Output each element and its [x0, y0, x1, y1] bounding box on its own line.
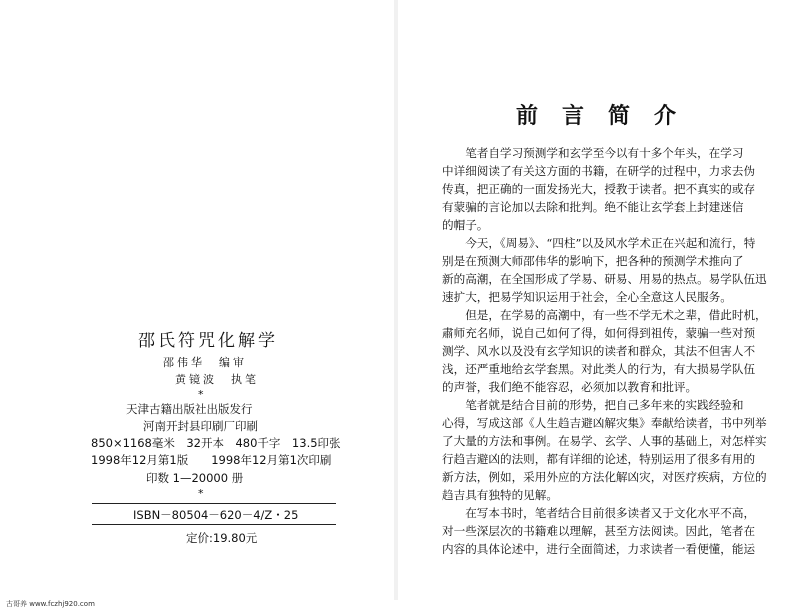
- divider-line: [92, 503, 336, 504]
- edition-line: 1998年12月第1版 1998年12月第1次印刷: [91, 453, 332, 467]
- text-line: 的声誉，我们绝不能容忍，必须加以教育和批评。: [442, 380, 698, 394]
- text-line: 有蒙骗的言论加以去除和批判。绝不能让玄学套上封建迷信: [442, 200, 744, 214]
- watermark-footer: 古哥养 www.fczhj920.com: [6, 600, 95, 608]
- isbn-line: ISBN－80504－620－4/Z・25: [133, 508, 299, 522]
- preface-body: [442, 144, 786, 558]
- preface-page: [398, 0, 793, 600]
- separator-asterisk: *: [198, 388, 204, 401]
- divider-line: [92, 524, 336, 525]
- text-line: 肅师充名师，说自己如何了得，如何得到祖传，蒙骗一些对预: [442, 326, 756, 340]
- text-line: 今天，《周易》、“四柱”以及风水学术正在兴起和流行，特: [442, 236, 756, 250]
- text-line: 浅，还严重地给玄学套黑。对此类人的行为，有大损易学队伍: [442, 362, 756, 376]
- text-line: 测学、风水以及没有玄学知识的读者和群众，其法不但害人不: [442, 344, 756, 358]
- text-line: 在写本书时，笔者结合目前很多读者又于文化水平不高，: [442, 506, 756, 520]
- text-line: 速扩大，把易学知识运用于社会，全心全意这人民服务。: [442, 290, 732, 304]
- price-line: 定价:19.80元: [186, 531, 258, 545]
- text-line: 了大量的方法和事例。在易学、玄学、人事的基础上，对怎样实: [442, 434, 767, 448]
- format-line: 850×1168毫米 32开本 480千字 13.5印张: [91, 436, 341, 450]
- text-line: 内容的具体论述中，进行全面简述，力求读者一看便懂，能运: [442, 542, 756, 556]
- copyright-page: [0, 0, 395, 600]
- publisher-line: 天津古籍出版社出版发行: [126, 402, 253, 416]
- text-line: 传真，把正确的一面发扬光大，授教于读者。把不真实的或存: [442, 182, 756, 196]
- book-title: 邵氏符咒化解学: [138, 331, 278, 351]
- text-line: 趋吉具有独特的见解。: [442, 488, 558, 502]
- text-line: 的帽子。: [442, 218, 489, 232]
- text-line: 对一些深层次的书籍难以理解，甚至方法阅读。因此，笔者在: [442, 524, 756, 538]
- text-line: 笔者就是结合目前的形势，把自己多年来的实践经验和: [442, 398, 744, 412]
- text-line: 但是，在学易的高潮中，有一些不学无术之辈，借此时机，: [442, 308, 767, 322]
- text-line: 新方法，例如，采用外应的方法化解凶灾，对医疗疾病，方位的: [442, 470, 767, 484]
- printer-line: 河南开封县印刷厂印刷: [143, 419, 258, 433]
- text-line: 别是在预测大师邵伟华的影响下，把各种的预测学术推向了: [442, 254, 744, 268]
- text-line: 行趋吉避凶的法则，都有详细的论述，特别运用了很多有用的: [442, 452, 756, 466]
- separator-asterisk: *: [198, 487, 204, 500]
- writer-credit: 黄镜波 执笔: [175, 373, 259, 386]
- text-line: 笔者自学习预测学和玄学至今以有十多个年头，在学习: [442, 146, 744, 160]
- print-run-line: 印数 1—20000 册: [146, 471, 244, 485]
- text-line: 中详细阅读了有关这方面的书籍，在研学的过程中，力求去伪: [442, 164, 756, 178]
- editor-credit: 邵伟华 编审: [163, 356, 247, 369]
- text-line: 新的高潮，在全国形成了学易、研易、用易的热点。易学队伍迅: [442, 272, 767, 286]
- preface-title: 前言简介: [516, 103, 701, 129]
- text-line: 心得，写成这部《人生趋吉避凶解灾集》奉献给读者，书中列举: [442, 416, 767, 430]
